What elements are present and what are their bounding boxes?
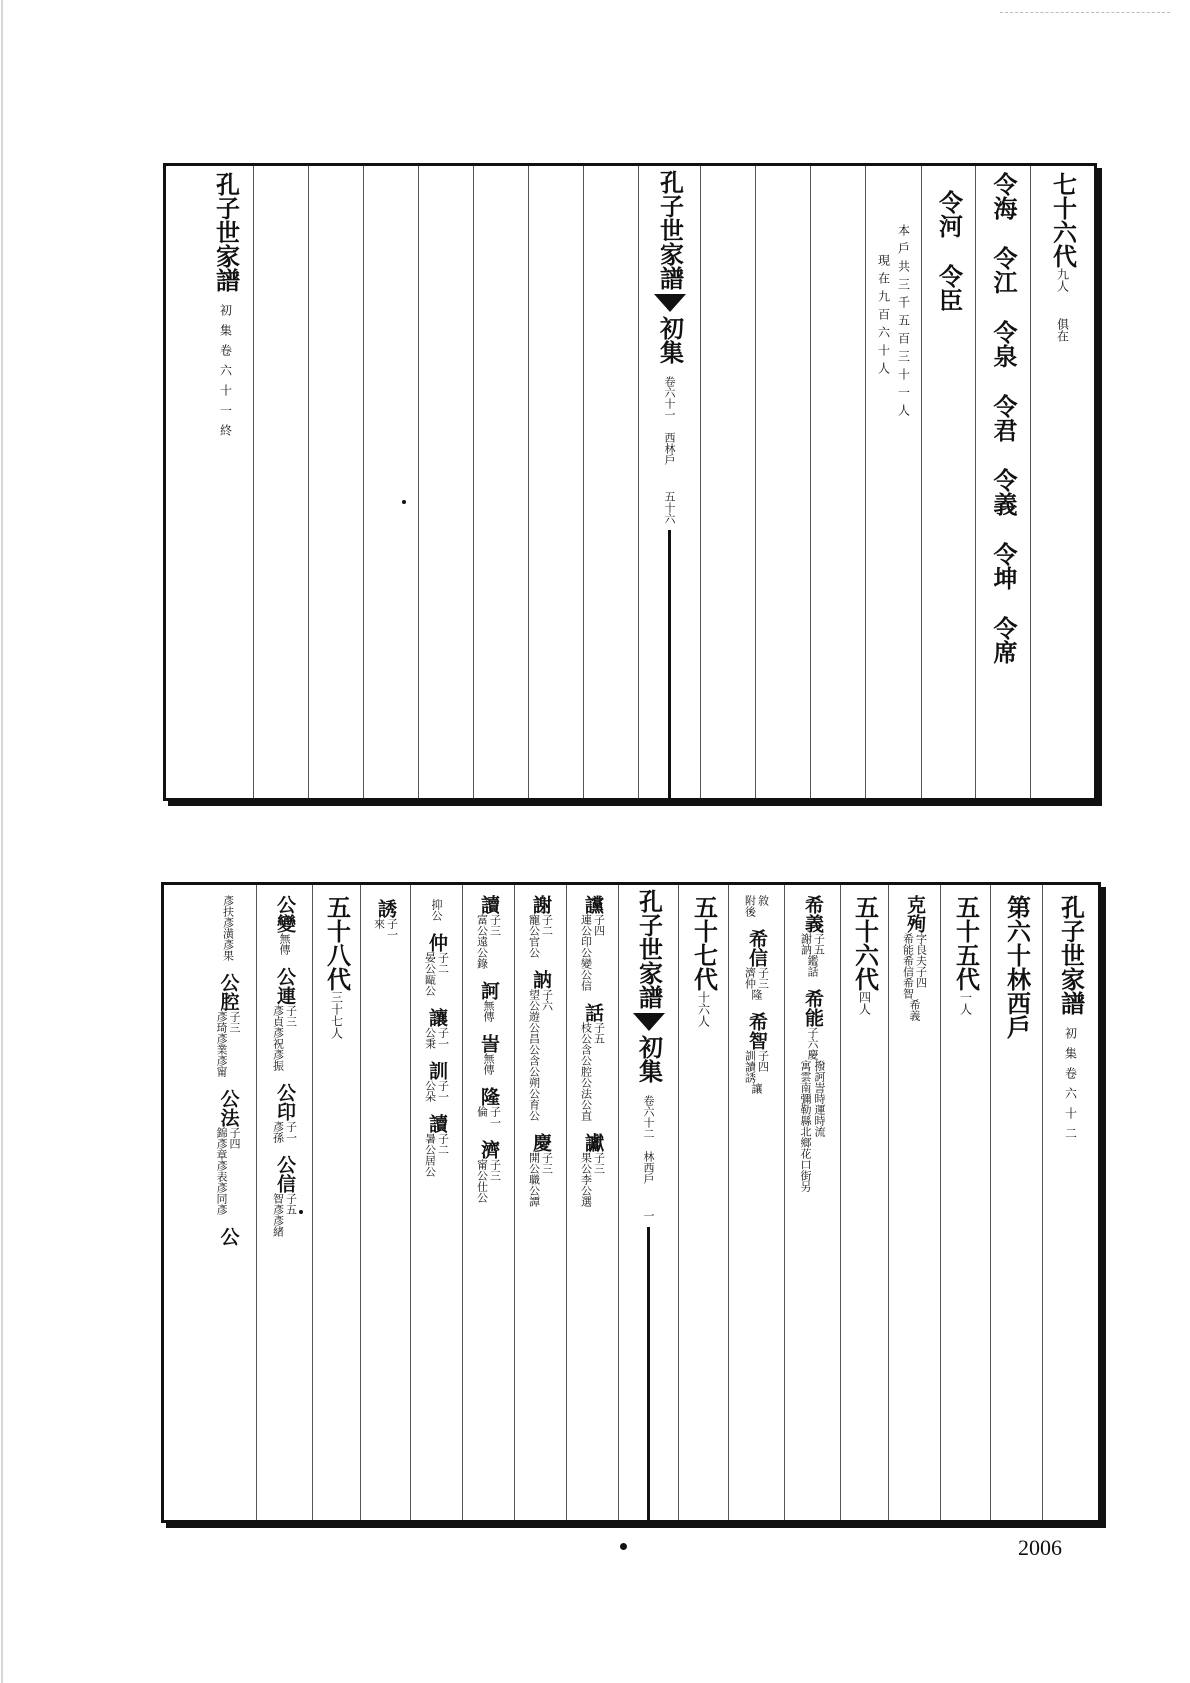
person-name: 希信 <box>746 929 768 967</box>
note-line: 子五 <box>812 933 826 955</box>
note-line: 智彥彥緒 <box>271 1193 285 1237</box>
top-col-household-total <box>865 166 921 798</box>
person-name: 令泉 <box>989 320 1018 368</box>
person-notes <box>273 1193 297 1237</box>
note-line: 子六慶 <box>806 1027 819 1060</box>
scan-edge <box>1 0 3 1683</box>
generation-count: 三十七人 <box>329 991 344 1039</box>
note-line: 無傳 <box>278 933 291 955</box>
blank-column <box>308 166 363 798</box>
note-line: 抑公 <box>430 899 443 921</box>
person-name: 令坤 <box>989 542 1018 590</box>
note-line: 子三 <box>284 1005 298 1027</box>
volume-label: 初集卷六十二 <box>1063 1027 1078 1147</box>
collection-label: 初集 <box>655 316 685 364</box>
note-line: 開公職公譚 <box>527 1152 541 1207</box>
note-line: 子四 <box>592 914 606 936</box>
person-name: 讀 <box>426 1114 448 1133</box>
person-name: 令江 <box>989 246 1018 294</box>
note-line: 來 <box>372 918 386 929</box>
note-line: 子三 <box>228 1011 241 1033</box>
person-notes <box>581 914 605 991</box>
person-name: 話 <box>582 1003 604 1022</box>
note-line: 隆 <box>750 989 763 1000</box>
person-name: 希義 <box>802 895 824 933</box>
note-line: 暑公居公 <box>423 1133 437 1177</box>
page-bullet <box>620 1543 627 1550</box>
person-name: 令義 <box>989 468 1018 516</box>
note-line: 公朵 <box>423 1080 437 1102</box>
note-line: 子六 <box>540 989 554 1011</box>
person-notes <box>425 952 449 996</box>
note-line: 子一 <box>385 918 399 940</box>
note-line: 彥琦彥業彥甯 <box>215 1011 228 1077</box>
person-notes <box>477 1159 501 1203</box>
household-current: 現在九百六十人 <box>876 254 891 380</box>
blank-column <box>755 166 810 798</box>
note-line: 公秉 <box>423 1027 437 1049</box>
note-line: 讓 <box>750 1083 763 1094</box>
note-line: 子三 <box>540 1152 554 1174</box>
bottom-col-gongqiang <box>200 885 256 1520</box>
book-title: 孔子世家譜 <box>655 170 685 290</box>
note-line: 子二 <box>540 914 554 936</box>
person-name: 令君 <box>989 394 1018 442</box>
bottom-col-dang <box>566 885 618 1520</box>
bottom-col-gen56 <box>840 885 888 1520</box>
note-line: 子一 <box>436 1027 450 1049</box>
branch-label: 林西戶 <box>642 1151 655 1184</box>
fold-line <box>647 1227 650 1520</box>
person-name: 讞 <box>582 1133 604 1152</box>
top-col-end-title <box>198 166 253 798</box>
bottom-col-kexun <box>888 885 940 1520</box>
page-center-fold <box>638 166 700 798</box>
person-name: 公印 <box>274 1083 296 1121</box>
generation-count: 一人 <box>958 991 973 1015</box>
note-line: 連公印公變公信 <box>579 914 593 991</box>
person-notes <box>800 1060 825 1192</box>
book-title: 孔子世家譜 <box>1056 895 1086 1015</box>
person-name: 訓 <box>426 1061 448 1080</box>
person-notes <box>529 989 553 1121</box>
bottom-col-gen55 <box>940 885 990 1520</box>
page-center-fold <box>618 885 678 1520</box>
person-name: 仲 <box>426 933 448 952</box>
generation-count: 九人 <box>1055 268 1070 292</box>
person-name: 希智 <box>746 1012 768 1050</box>
person-notes <box>273 1005 297 1071</box>
person-name: 謝 <box>530 895 552 914</box>
person-name: 隆 <box>478 1087 500 1106</box>
generation-count: 四人 <box>857 991 872 1015</box>
folio-number: 一 <box>642 1210 655 1221</box>
note-line: 倫 <box>475 1106 489 1117</box>
top-col-gen76 <box>1030 166 1094 798</box>
note-line: 子一 <box>284 1121 298 1143</box>
branch-title: 第六十林西戶 <box>1002 895 1032 1039</box>
note-line: 子五 <box>592 1022 606 1044</box>
top-col-names-b <box>921 166 975 798</box>
blank-column <box>528 166 583 798</box>
top-page <box>163 163 1097 801</box>
bottom-col-xie <box>514 885 566 1520</box>
person-notes <box>374 918 398 940</box>
person-name: 濟 <box>478 1140 500 1159</box>
bottom-col-gongbian <box>256 885 312 1520</box>
person-name: 慶 <box>530 1133 552 1152</box>
note-line: 甯公仕公 <box>475 1159 489 1203</box>
blank-column <box>583 166 638 798</box>
note-line: 錦彥章彥表彥同彥 <box>215 1127 228 1215</box>
note-line: 希能希信希智 <box>901 933 915 999</box>
volume-end-label: 初集卷六十一終 <box>218 304 233 444</box>
generation-label: 五十六代 <box>850 895 880 991</box>
person-notes <box>529 914 553 958</box>
person-notes <box>581 1152 605 1207</box>
book-title: 孔子世家譜 <box>211 172 241 292</box>
person-notes <box>425 1080 449 1102</box>
scan-mark <box>1000 12 1170 13</box>
person-notes <box>807 1027 818 1060</box>
generation-label: 五十八代 <box>322 895 352 991</box>
person-notes <box>216 1011 240 1077</box>
person-name: 克殉 <box>904 895 926 933</box>
bottom-col-branch <box>990 885 1042 1520</box>
generation-count: 十六人 <box>696 991 711 1027</box>
blank-column <box>473 166 528 798</box>
note-line: 鑑話 <box>806 955 819 977</box>
note-line: 子二 <box>436 952 450 974</box>
person-name: 公信 <box>274 1155 296 1193</box>
blank-column <box>700 166 755 798</box>
note-line: 富公遠公錄 <box>475 914 489 969</box>
person-name: 令海 <box>989 172 1018 220</box>
page-number: 2006 <box>1018 1535 1062 1560</box>
note-line: 寵公官公 <box>527 914 541 958</box>
note-line: 子三 <box>592 1152 606 1174</box>
branch-label: 西林戶 <box>663 432 676 465</box>
generation-label: 五十五代 <box>951 895 981 991</box>
person-name: 讀 <box>478 895 500 914</box>
household-total: 本戶共三千五百三十一人 <box>896 224 911 422</box>
blank-column <box>253 166 308 798</box>
generation-label: 七十六代 <box>1048 172 1078 268</box>
person-notes <box>477 914 501 969</box>
fishtail-marker <box>633 1013 665 1031</box>
bottom-col-du <box>462 885 514 1520</box>
note-line: 希義 <box>908 999 921 1021</box>
folio-number: 五十六 <box>663 491 676 524</box>
top-col-names-a <box>975 166 1030 798</box>
note-line: 字良夫子四 <box>914 933 928 988</box>
person-notes <box>529 1152 553 1207</box>
person-name: 公腔 <box>217 973 240 1011</box>
note-line: 寓雲南彌勒縣北鄉花口街另 <box>799 1060 812 1192</box>
person-name: 訔 <box>478 1034 500 1053</box>
blank-column <box>418 166 473 798</box>
bottom-col-gen58 <box>312 885 360 1520</box>
person-name: 訥 <box>530 970 552 989</box>
bottom-col-xixin <box>728 885 784 1520</box>
person-name: 公 <box>217 1227 240 1246</box>
person-notes <box>273 1121 297 1143</box>
volume-label: 卷六十一 <box>663 376 676 420</box>
note-line: 果公李公選 <box>579 1152 593 1207</box>
fold-line <box>668 530 671 798</box>
person-notes <box>216 1127 240 1215</box>
person-name: 公法 <box>217 1089 240 1127</box>
note-line: 彥孫 <box>271 1121 285 1143</box>
note-line: 謝訥 <box>799 933 813 955</box>
person-notes <box>425 1133 449 1177</box>
note-line: 彥扶彥潢彥果 <box>221 895 235 961</box>
volume-label: 卷六十二 <box>642 1095 655 1139</box>
bottom-col-you <box>360 885 410 1520</box>
person-name: 讓 <box>426 1008 448 1027</box>
note-line: 訓讀誘 <box>743 1050 757 1083</box>
person-name: 令臣 <box>934 264 964 312</box>
note-line: 撥訶訔時運時流 <box>813 1060 826 1137</box>
person-notes <box>745 1050 769 1083</box>
appended-note <box>745 895 769 917</box>
bottom-page <box>161 882 1101 1523</box>
blank-column <box>810 166 865 798</box>
person-name: 令席 <box>989 616 1018 664</box>
ink-dot <box>402 500 406 504</box>
note-line: 濟仲 <box>743 967 757 989</box>
book-title: 孔子世家譜 <box>634 889 664 1009</box>
note-line: 彥貞彥祝彥振 <box>271 1005 285 1071</box>
note-line: 望公遊公昌公含公朔公育公 <box>527 989 541 1121</box>
note-line: 附後 <box>743 895 757 917</box>
bottom-col-gen57 <box>678 885 728 1520</box>
note-line: 子四 <box>228 1127 241 1149</box>
note-line: 子一 <box>488 1106 502 1128</box>
person-name: 訶 <box>478 981 500 1000</box>
person-name: 誘 <box>375 899 397 918</box>
note-line: 子三 <box>488 914 502 936</box>
note-line: 晏公甌公 <box>423 952 437 996</box>
ink-dot <box>299 1210 303 1214</box>
person-notes <box>801 933 825 955</box>
person-notes <box>477 1106 501 1128</box>
note-line: 子五 <box>284 1193 298 1215</box>
note-line: 子四 <box>756 1050 770 1072</box>
note-line: 無傳 <box>482 1053 495 1075</box>
person-notes <box>425 1027 449 1049</box>
person-notes <box>903 933 927 999</box>
note-line: 枝公含公腔公法公直 <box>579 1022 593 1121</box>
note-line: 子三 <box>488 1159 502 1181</box>
person-name: 讜 <box>582 895 604 914</box>
note-line: 子二 <box>436 1133 450 1155</box>
person-name: 希能 <box>802 989 824 1027</box>
note-line: 無傳 <box>482 1000 495 1022</box>
note-line: 子三 <box>756 967 770 989</box>
person-notes <box>745 967 769 989</box>
person-name: 令河 <box>934 190 964 238</box>
generation-label: 五十七代 <box>689 895 719 991</box>
blank-column <box>363 166 418 798</box>
bottom-col-zhong <box>410 885 462 1520</box>
note-line: 子一 <box>436 1080 450 1102</box>
person-notes <box>581 1022 605 1121</box>
fishtail-marker <box>654 294 686 312</box>
person-name: 公變 <box>274 895 296 933</box>
note-line: 敘 <box>756 895 770 906</box>
generation-note: 俱在 <box>1055 318 1070 342</box>
bottom-col-title <box>1042 885 1098 1520</box>
collection-label: 初集 <box>634 1035 664 1083</box>
person-name: 公連 <box>274 967 296 1005</box>
bottom-col-xiyi <box>784 885 840 1520</box>
